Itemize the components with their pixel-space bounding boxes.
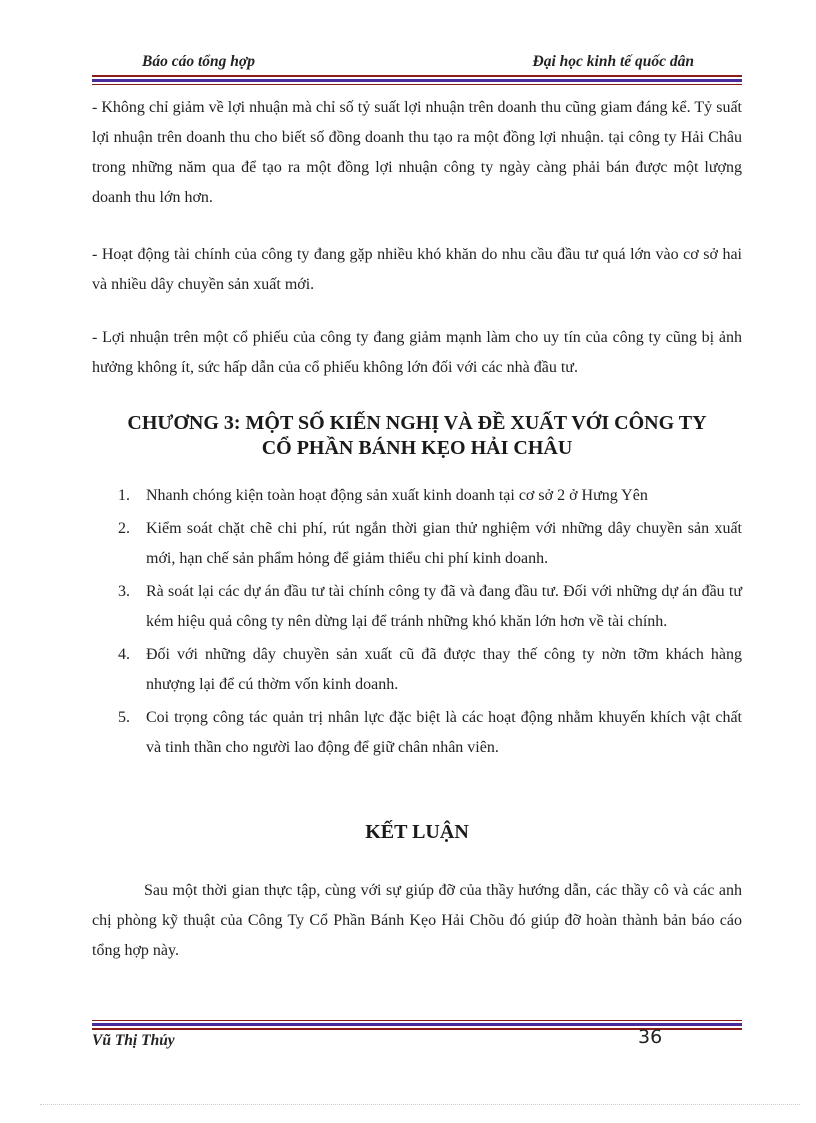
- list-item-number: 1.: [118, 487, 130, 504]
- chapter-3-title-line-1: CHƯƠNG 3: MỘT SỐ KIẾN NGHỊ VÀ ĐỀ XUẤT VỚI CÔNG TY: [127, 412, 707, 434]
- list-item: [92, 481, 742, 511]
- list-item-number: 2.: [118, 520, 130, 537]
- paragraph-earnings-per-share: - Lợi nhuận trên một cổ phiếu của công ty đang giảm mạnh làm cho uy tín của công ty cũng bị ảnh hưởng không ít, sức hấp dẫn của cổ phiếu không lớn đối với các nhà đầu tư.: [92, 329, 742, 376]
- header-rule-thick: [92, 79, 742, 82]
- list-item: [92, 577, 742, 637]
- footer-rule-thin: [92, 1020, 742, 1021]
- bottom-dotted-border: [40, 1104, 800, 1105]
- header-right-title: Đại học kinh tế quốc dân: [532, 53, 694, 70]
- list-item-number: 3.: [118, 583, 130, 600]
- header-left-title: Báo cáo tổng hợp: [142, 53, 255, 70]
- chapter-3-heading: [92, 411, 742, 461]
- list-item-number: 4.: [118, 646, 130, 663]
- list-item-text: Đối với những dây chuyền sản xuất cũ đã được thay thế công ty nờn tỡm khách hàng nhượng lại để cú thờm vốn kinh doanh.: [146, 646, 742, 693]
- list-item-text: Rà soát lại các dự án đầu tư tài chính công ty đã và đang đầu tư. Đối với những dự án đầu tư kém hiệu quả công ty nên dừng lại để tránh những khó khăn lớn hơn về tài chính.: [146, 583, 742, 630]
- list-item-text: Coi trọng công tác quản trị nhân lực đặc biệt là các hoạt động nhằm khuyến khích vật chất và tinh thần cho người lao động để giữ chân nhân viên.: [146, 709, 742, 756]
- page-number: 36: [638, 1026, 663, 1048]
- list-item: [92, 640, 742, 700]
- recommendations-list: [92, 481, 742, 766]
- list-item: [92, 514, 742, 574]
- list-item: [92, 703, 742, 763]
- list-item-number: 5.: [118, 709, 130, 726]
- paragraph-profit-decline: - Không chỉ giảm về lợi nhuận mà chỉ số tỷ suất lợi nhuận trên doanh thu cũng giam đáng kể. Tỷ suất lợi nhuận trên doanh thu cho biết số đồng doanh thu tạo ra một đồng lợi nhuận. tại công ty Hải Châu trong những năm qua để tạo ra một đồng lợi nhuận công ty ngày càng phải bán được một lượng doanh thu lớn hơn.: [92, 99, 742, 206]
- paragraph-financial-activity: - Hoạt động tài chính của công ty đang gặp nhiều khó khăn do nhu cầu đầu tư quá lớn vào cơ sở hai và nhiều dây chuyền sản xuất mới.: [92, 246, 742, 293]
- header-rule-thin: [92, 84, 742, 85]
- chapter-3-title-line-2: CỔ PHẦN BÁNH KẸO HẢI CHÂU: [261, 437, 573, 459]
- conclusion-paragraph: Sau một thời gian thực tập, cùng với sự giúp đỡ của thầy hướng dẫn, các thầy cô và các anh chị phòng kỹ thuật của Công Ty Cổ Phần Bánh Kẹo Hải Chõu đó giúp đỡ hoàn thành bản báo cáo tổng hợp này.: [92, 882, 742, 959]
- footer-author: Vũ Thị Thúy: [92, 1032, 175, 1049]
- list-item-text: Kiểm soát chặt chẽ chi phí, rút ngắn thời gian thử nghiệm với những dây chuyền sản xuất mới, hạn chế sản phẩm hỏng để giảm thiểu chi phí kinh doanh.: [146, 520, 742, 567]
- conclusion-heading: KẾT LUẬN: [365, 821, 469, 843]
- list-item-text: Nhanh chóng kiện toàn hoạt động sản xuất kinh doanh tại cơ sở 2 ở Hưng Yên: [146, 487, 648, 504]
- header-rule: [92, 75, 742, 77]
